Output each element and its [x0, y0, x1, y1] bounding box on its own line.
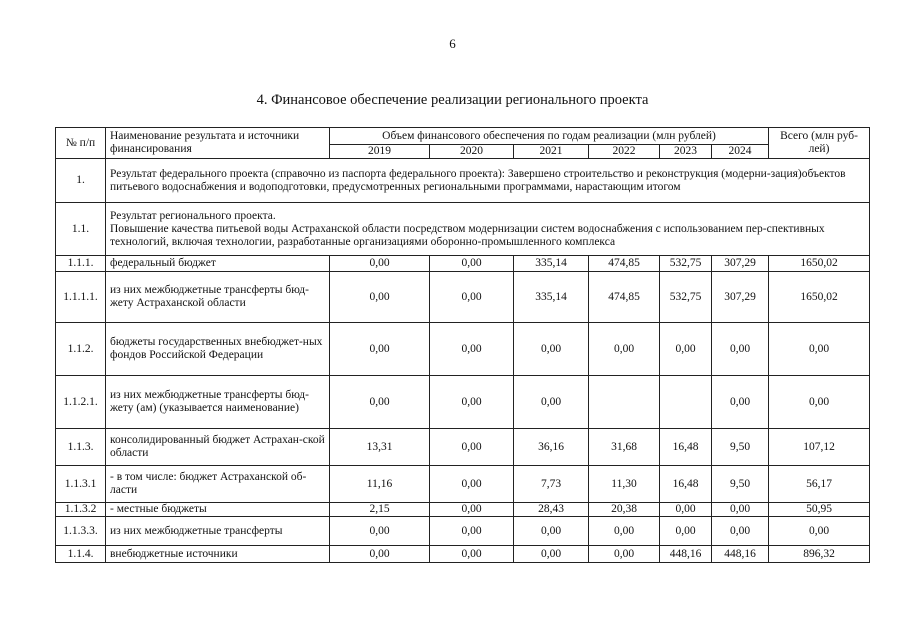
table-row — [56, 272, 870, 323]
row-name: консолидированный бюджет Астрахан-ской области — [106, 429, 330, 466]
row-name: - в том числе: бюджет Астраханской об-ласти — [106, 466, 330, 503]
section-text: Результат федерального проекта (справочно из паспорта федерального проекта): Завершено строительство и реконструкция (модерни-зация)объектов питьевого водоснабжения и водоподготовки, предусмотренных региональными программами, нарастающим итогом — [106, 159, 870, 203]
section-row — [56, 159, 870, 203]
value-cell: 31,68 — [589, 429, 660, 466]
row-name: внебюджетные источники — [106, 546, 330, 563]
table-row — [56, 466, 870, 503]
table-row — [56, 546, 870, 563]
value-cell: 13,31 — [330, 429, 430, 466]
value-cell: 0,00 — [589, 323, 660, 376]
value-cell: 0,00 — [712, 323, 769, 376]
value-cell: 307,29 — [712, 272, 769, 323]
value-cell: 0,00 — [712, 503, 769, 517]
value-cell: 0,00 — [430, 256, 514, 272]
value-cell: 0,00 — [589, 517, 660, 546]
table-row — [56, 256, 870, 272]
value-cell: 0,00 — [430, 376, 514, 429]
value-cell: 335,14 — [514, 256, 589, 272]
row-code: 1. — [56, 159, 106, 203]
value-cell: 0,00 — [430, 517, 514, 546]
row-name: из них межбюджетные трансферты — [106, 517, 330, 546]
row-name: бюджеты государственных внебюджет-ных фондов Российской Федерации — [106, 323, 330, 376]
value-cell: 0,00 — [514, 546, 589, 563]
value-cell: 0,00 — [330, 323, 430, 376]
table-row — [56, 323, 870, 376]
table-row — [56, 503, 870, 517]
value-cell: 7,73 — [514, 466, 589, 503]
value-cell: 0,00 — [430, 503, 514, 517]
table-row — [56, 429, 870, 466]
value-cell: 11,16 — [330, 466, 430, 503]
row-code: 1.1.2. — [56, 323, 106, 376]
value-cell: 2,15 — [330, 503, 430, 517]
value-cell: 0,00 — [430, 466, 514, 503]
total-cell: 50,95 — [769, 503, 870, 517]
total-cell: 1650,02 — [769, 256, 870, 272]
total-cell: 0,00 — [769, 517, 870, 546]
row-code: 1.1.1.1. — [56, 272, 106, 323]
header-no: № п/п — [56, 128, 106, 159]
value-cell: 0,00 — [330, 272, 430, 323]
section-title: 4. Финансовое обеспечение реализации регионального проекта — [256, 92, 649, 108]
value-cell: 0,00 — [430, 429, 514, 466]
header-year: 2019 — [330, 145, 430, 159]
header-total: Всего (млн руб-лей) — [769, 128, 870, 159]
total-cell: 1650,02 — [769, 272, 870, 323]
value-cell: 20,38 — [589, 503, 660, 517]
header-volume: Объем финансового обеспечения по годам реализации (млн рублей) — [330, 128, 769, 145]
row-code: 1.1.1. — [56, 256, 106, 272]
row-name: из них межбюджетные трансферты бюд-жету Астраханской области — [106, 272, 330, 323]
value-cell: 474,85 — [589, 256, 660, 272]
value-cell: 532,75 — [660, 256, 712, 272]
value-cell: 0,00 — [712, 517, 769, 546]
value-cell: 0,00 — [660, 323, 712, 376]
table-row — [56, 517, 870, 546]
value-cell: 36,16 — [514, 429, 589, 466]
row-code: 1.1.4. — [56, 546, 106, 563]
row-name: федеральный бюджет — [106, 256, 330, 272]
value-cell: 0,00 — [430, 546, 514, 563]
header-year: 2023 — [660, 145, 712, 159]
total-cell: 0,00 — [769, 376, 870, 429]
value-cell: 448,16 — [660, 546, 712, 563]
value-cell: 532,75 — [660, 272, 712, 323]
page-number: 6 — [449, 36, 456, 51]
section-row — [56, 203, 870, 256]
value-cell — [589, 376, 660, 429]
value-cell: 0,00 — [660, 503, 712, 517]
row-name: - местные бюджеты — [106, 503, 330, 517]
row-code: 1.1.3.1 — [56, 466, 106, 503]
row-code: 1.1. — [56, 203, 106, 256]
value-cell: 0,00 — [430, 272, 514, 323]
total-cell: 0,00 — [769, 323, 870, 376]
value-cell: 0,00 — [330, 517, 430, 546]
value-cell — [660, 376, 712, 429]
value-cell: 16,48 — [660, 429, 712, 466]
value-cell: 307,29 — [712, 256, 769, 272]
row-code: 1.1.3. — [56, 429, 106, 466]
value-cell: 0,00 — [589, 546, 660, 563]
value-cell: 0,00 — [514, 376, 589, 429]
header-year: 2024 — [712, 145, 769, 159]
total-cell: 56,17 — [769, 466, 870, 503]
value-cell: 0,00 — [330, 256, 430, 272]
value-cell: 448,16 — [712, 546, 769, 563]
value-cell: 9,50 — [712, 466, 769, 503]
header-year: 2021 — [514, 145, 589, 159]
section-text-line: Повышение качества питьевой воды Астраханской области посредством модернизации систем водоснабжения с использованием пер-спективных технологий, включая технологии, разработанные организациями оборонно-промышленного комплекса — [110, 222, 825, 248]
row-code: 1.1.2.1. — [56, 376, 106, 429]
row-name: из них межбюджетные трансферты бюд-жету (ам) (указывается наименование) — [106, 376, 330, 429]
value-cell: 0,00 — [330, 546, 430, 563]
header-name: Наименование результата и источники финансирования — [106, 128, 330, 159]
value-cell: 9,50 — [712, 429, 769, 466]
section-text-line: Результат регионального проекта. — [110, 209, 276, 222]
table-body — [56, 128, 870, 563]
value-cell: 0,00 — [712, 376, 769, 429]
row-code: 1.1.3.3. — [56, 517, 106, 546]
value-cell: 0,00 — [330, 376, 430, 429]
value-cell: 335,14 — [514, 272, 589, 323]
table-row — [56, 376, 870, 429]
total-cell: 107,12 — [769, 429, 870, 466]
section-text — [106, 203, 870, 256]
value-cell: 28,43 — [514, 503, 589, 517]
header-year: 2022 — [589, 145, 660, 159]
value-cell: 0,00 — [430, 323, 514, 376]
financing-table — [55, 127, 870, 563]
total-cell: 896,32 — [769, 546, 870, 563]
value-cell: 0,00 — [514, 517, 589, 546]
value-cell: 474,85 — [589, 272, 660, 323]
value-cell: 11,30 — [589, 466, 660, 503]
row-code: 1.1.3.2 — [56, 503, 106, 517]
header-year: 2020 — [430, 145, 514, 159]
value-cell: 0,00 — [660, 517, 712, 546]
header-row — [56, 128, 870, 145]
value-cell: 0,00 — [514, 323, 589, 376]
value-cell: 16,48 — [660, 466, 712, 503]
